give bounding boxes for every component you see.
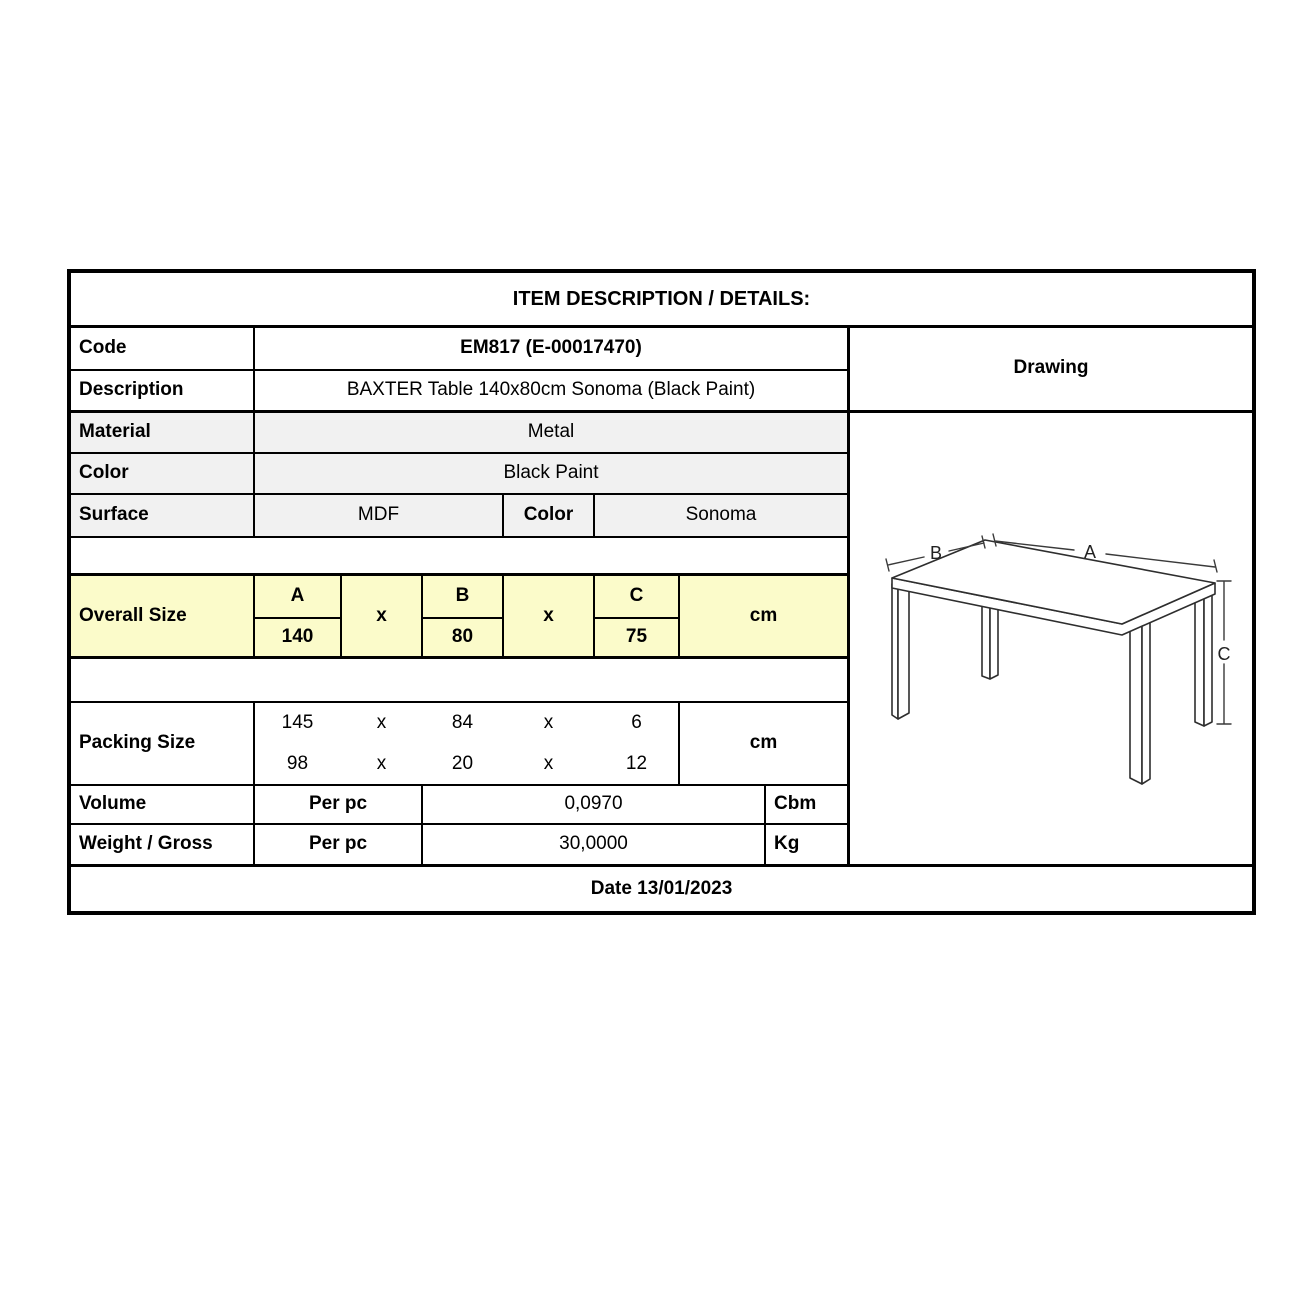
volume-unit: Cbm (774, 793, 817, 815)
packing-1-sep-2: x (543, 711, 554, 733)
packing-2-value-b: 20 (451, 752, 474, 774)
table-leg-back-left (982, 601, 998, 679)
surface-color-value: Sonoma (685, 504, 757, 526)
table-leg-front-right (1130, 622, 1150, 784)
packing-size-unit: cm (749, 732, 778, 754)
material-label: Material (79, 421, 151, 443)
drawing-title: Drawing (1013, 357, 1089, 379)
overall-size-unit: cm (749, 604, 778, 626)
dimension-a-label: A (1083, 542, 1097, 562)
volume-basis: Per pc (308, 793, 368, 815)
overall-dim-a-label: A (290, 585, 305, 607)
dimension-b-label: B (929, 543, 943, 563)
color-label: Color (79, 462, 129, 484)
description-value: BAXTER Table 140x80cm Sonoma (Black Paint) (346, 379, 756, 401)
dimension-c-label: C (1217, 644, 1231, 664)
divider (71, 656, 848, 659)
date-footer: Date 13/01/2023 (590, 877, 733, 899)
volume-value: 0,0970 (564, 793, 623, 815)
packing-2-value-a: 98 (286, 752, 309, 774)
surface-color-label: Color (523, 504, 574, 526)
overall-sep-1: x (376, 604, 387, 626)
overall-dim-a-value: 140 (281, 626, 314, 648)
packing-size-label: Packing Size (79, 732, 196, 754)
dimension-c (1217, 581, 1231, 724)
overall-size-label: Overall Size (79, 604, 187, 626)
overall-dim-c-label: C (629, 585, 644, 607)
divider (71, 536, 848, 538)
weight-value: 30,0000 (559, 833, 628, 855)
table-drawing (848, 412, 1252, 866)
overall-sep-2: x (543, 604, 554, 626)
packing-1-value-b: 84 (451, 711, 474, 733)
item-description-sheet (67, 269, 1256, 915)
weight-basis: Per pc (308, 833, 368, 855)
description-label: Description (79, 379, 184, 401)
weight-label: Weight / Gross (79, 833, 213, 855)
packing-2-value-c: 12 (625, 752, 648, 774)
code-label: Code (79, 336, 127, 358)
volume-label: Volume (79, 793, 147, 815)
sheet-title: ITEM DESCRIPTION / DETAILS: (512, 288, 811, 310)
packing-1-value-c: 6 (631, 711, 642, 733)
packing-1-value-a: 145 (281, 711, 314, 733)
packing-1-sep-1: x (376, 711, 387, 733)
overall-dim-b-value: 80 (451, 626, 474, 648)
code-value: EM817 (E-00017470) (460, 336, 642, 358)
material-value: Metal (527, 421, 575, 443)
surface-value: MDF (357, 504, 400, 526)
table-leg-back-right (1195, 588, 1212, 726)
table-leg-front-left (892, 584, 909, 719)
packing-2-sep-1: x (376, 752, 387, 774)
weight-unit: Kg (774, 833, 800, 855)
packing-2-sep-2: x (543, 752, 554, 774)
color-value: Black Paint (503, 462, 599, 484)
overall-dim-b-label: B (455, 585, 470, 607)
surface-label: Surface (79, 504, 149, 526)
overall-dim-c-value: 75 (625, 626, 648, 648)
